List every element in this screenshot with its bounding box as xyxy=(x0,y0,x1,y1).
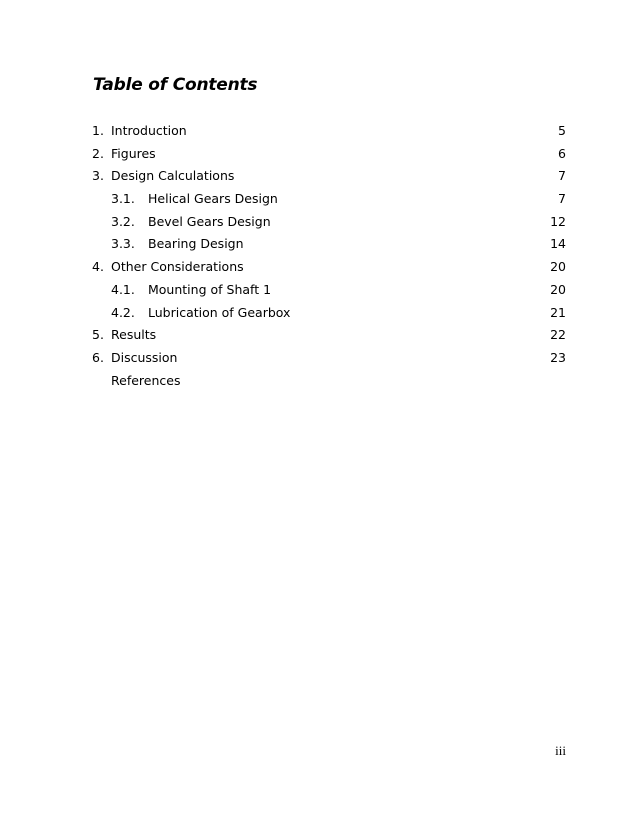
toc-entry-number: 6. xyxy=(92,349,104,365)
toc-entry-label: Lubrication of Gearbox xyxy=(148,304,291,320)
page-number: iii xyxy=(555,743,566,758)
toc-entry-page: 14 xyxy=(550,236,566,252)
toc-entry-number: 3.3. xyxy=(111,236,135,252)
toc-entry-label: Design Calculations xyxy=(111,168,235,184)
toc-entry-references xyxy=(92,370,566,393)
toc-subentry-lubrication-of-gearbox xyxy=(92,302,566,325)
toc-entry-page: 20 xyxy=(550,259,566,275)
page-title: Table of Contents xyxy=(93,75,258,95)
toc-entry-label: Other Considerations xyxy=(111,259,244,275)
toc-entry-label: Bearing Design xyxy=(148,236,244,252)
toc-entry-label: References xyxy=(111,372,181,388)
toc-entry-number: 5. xyxy=(92,327,104,343)
toc-entry-page: 20 xyxy=(550,281,566,297)
toc-entry-number: 3.2. xyxy=(111,213,135,229)
toc-entry-label: Introduction xyxy=(111,123,187,138)
toc-entry-figures xyxy=(92,143,566,166)
toc-entry-page: 5 xyxy=(558,123,566,138)
toc-entry-page: 7 xyxy=(558,168,566,184)
toc-entry-introduction xyxy=(92,120,566,143)
toc-entry-number: 1. xyxy=(92,123,104,138)
toc-entry-other-considerations xyxy=(92,256,566,279)
toc-subentry-helical-gears-design xyxy=(92,188,566,211)
toc-entry-page: 12 xyxy=(550,213,566,229)
toc-entry-page: 21 xyxy=(550,304,566,320)
toc-subentry-mounting-of-shaft-1 xyxy=(92,279,566,302)
toc-entry-label: Results xyxy=(111,327,157,343)
toc-entry-page: 6 xyxy=(558,145,566,161)
toc-entry-results xyxy=(92,324,566,347)
toc-entry-label: Bevel Gears Design xyxy=(148,213,271,229)
toc-entry-page: 7 xyxy=(558,191,566,207)
toc-entry-label: Discussion xyxy=(111,349,178,365)
toc-entry-label: Mounting of Shaft 1 xyxy=(148,281,272,297)
table-of-contents xyxy=(92,120,566,392)
toc-entry-discussion xyxy=(92,347,566,370)
toc-entry-number: 3.1. xyxy=(111,191,135,207)
toc-entry-page: 22 xyxy=(550,327,566,343)
toc-entry-page: 23 xyxy=(550,349,566,365)
toc-entry-label: Helical Gears Design xyxy=(148,191,278,207)
toc-entry-number: 4. xyxy=(92,259,104,275)
toc-entry-number: 4.1. xyxy=(111,281,135,297)
toc-entry-number: 3. xyxy=(92,168,104,184)
toc-entry-design-calculations xyxy=(92,165,566,188)
toc-entry-number: 4.2. xyxy=(111,304,135,320)
toc-subentry-bevel-gears-design xyxy=(92,211,566,234)
toc-entry-label: Figures xyxy=(111,145,156,161)
toc-subentry-bearing-design xyxy=(92,233,566,256)
toc-entry-number: 2. xyxy=(92,145,104,161)
